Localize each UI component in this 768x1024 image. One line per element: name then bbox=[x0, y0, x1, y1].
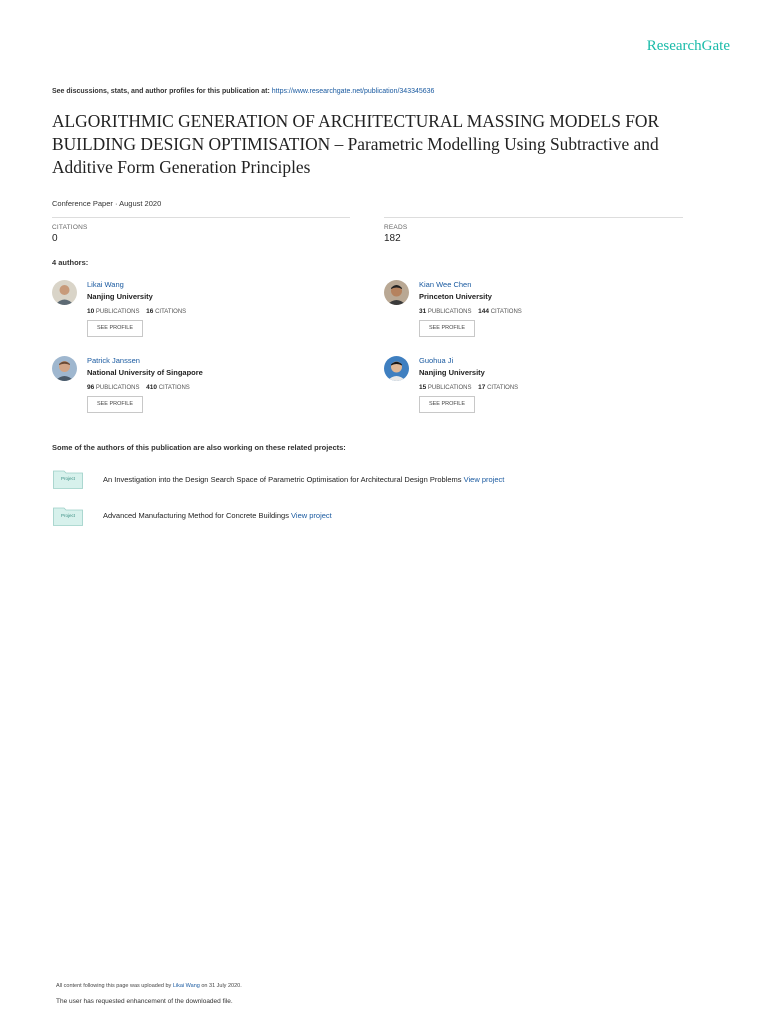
project-icon-label: Project bbox=[60, 513, 75, 518]
citations-count: 17 bbox=[478, 384, 486, 391]
project-line bbox=[103, 511, 332, 520]
conference-info: Conference Paper · August 2020 bbox=[52, 199, 162, 208]
author-card bbox=[52, 356, 372, 426]
citations-count: 144 bbox=[478, 308, 490, 315]
authors-heading: 4 authors: bbox=[52, 258, 89, 267]
see-profile-button[interactable]: SEE PROFILE bbox=[87, 396, 143, 413]
project-icon-label: Project bbox=[60, 476, 75, 481]
see-profile-button[interactable]: SEE PROFILE bbox=[87, 320, 143, 337]
researchgate-logo[interactable]: ResearchGate bbox=[646, 38, 730, 54]
author-card bbox=[384, 280, 704, 350]
upload-prefix: All content following this page was uploaded by bbox=[56, 983, 172, 989]
author-name-link[interactable]: Likai Wang bbox=[87, 280, 124, 289]
author-counts bbox=[87, 308, 186, 315]
publications-count: 15 bbox=[419, 384, 427, 391]
author-counts bbox=[419, 308, 522, 315]
author-card bbox=[52, 280, 372, 350]
uploader-link[interactable]: Likai Wang bbox=[172, 983, 200, 989]
publications-count: 96 bbox=[87, 384, 95, 391]
reads-label: READS bbox=[384, 224, 408, 231]
citations-label: CITATIONS bbox=[487, 385, 519, 391]
author-name-link[interactable]: Kian Wee Chen bbox=[419, 280, 472, 289]
author-counts bbox=[419, 384, 518, 391]
author-affiliation: Princeton University bbox=[419, 292, 492, 301]
author-counts bbox=[87, 384, 190, 391]
publications-label: PUBLICATIONS bbox=[427, 385, 472, 391]
see-discussions-line bbox=[52, 88, 434, 95]
project-folder-icon bbox=[53, 506, 83, 524]
citations-count: 16 bbox=[146, 308, 154, 315]
reads-value: 182 bbox=[384, 233, 401, 244]
publications-count: 10 bbox=[87, 308, 95, 315]
author-affiliation: National University of Singapore bbox=[87, 368, 203, 377]
avatar[interactable] bbox=[52, 356, 77, 381]
citations-count: 410 bbox=[146, 384, 158, 391]
author-affiliation: Nanjing University bbox=[87, 292, 153, 301]
related-projects-heading: Some of the authors of this publication are also working on these related projects: bbox=[52, 443, 346, 452]
upload-note bbox=[56, 983, 242, 989]
divider-left bbox=[52, 217, 350, 218]
author-name-link[interactable]: Patrick Janssen bbox=[87, 356, 140, 365]
publication-title: ALGORITHMIC GENERATION OF ARCHITECTURAL MASSING MODELS FOR BUILDING DESIGN OPTIMISATION – Parametric Modelling Using Subtractive and Additive Form Generation Principles bbox=[52, 111, 660, 177]
view-project-link[interactable]: View project bbox=[291, 511, 332, 520]
avatar[interactable] bbox=[52, 280, 77, 305]
request-note: The user has requested enhancement of the downloaded file. bbox=[56, 998, 233, 1005]
see-profile-button[interactable]: SEE PROFILE bbox=[419, 396, 475, 413]
citations-label: CITATIONS bbox=[155, 309, 187, 315]
citations-label: CITATIONS bbox=[52, 224, 88, 231]
view-project-link[interactable]: View project bbox=[463, 475, 505, 484]
author-affiliation: Nanjing University bbox=[419, 368, 485, 377]
publication-url-link[interactable]: https://www.researchgate.net/publication/343345636 bbox=[271, 88, 435, 95]
avatar[interactable] bbox=[384, 280, 409, 305]
citations-label: CITATIONS bbox=[158, 385, 190, 391]
author-name-link[interactable]: Guohua Ji bbox=[419, 356, 454, 365]
project-title: An Investigation into the Design Search Space of Parametric Optimisation for Architectural Design Problems bbox=[103, 475, 462, 484]
divider-right bbox=[384, 217, 683, 218]
see-profile-button[interactable]: SEE PROFILE bbox=[419, 320, 475, 337]
publications-label: PUBLICATIONS bbox=[427, 309, 472, 315]
citations-value: 0 bbox=[52, 233, 58, 244]
citations-label: CITATIONS bbox=[490, 309, 522, 315]
see-discussions-text: See discussions, stats, and author profiles for this publication at: bbox=[52, 88, 270, 95]
project-line bbox=[103, 475, 504, 484]
publications-label: PUBLICATIONS bbox=[95, 385, 140, 391]
project-folder-icon bbox=[53, 469, 83, 487]
publications-count: 31 bbox=[419, 308, 427, 315]
project-title: Advanced Manufacturing Method for Concrete Buildings bbox=[103, 511, 289, 520]
author-card bbox=[384, 356, 704, 426]
upload-suffix: on 31 July 2020. bbox=[201, 983, 242, 989]
publications-label: PUBLICATIONS bbox=[95, 309, 140, 315]
avatar[interactable] bbox=[384, 356, 409, 381]
